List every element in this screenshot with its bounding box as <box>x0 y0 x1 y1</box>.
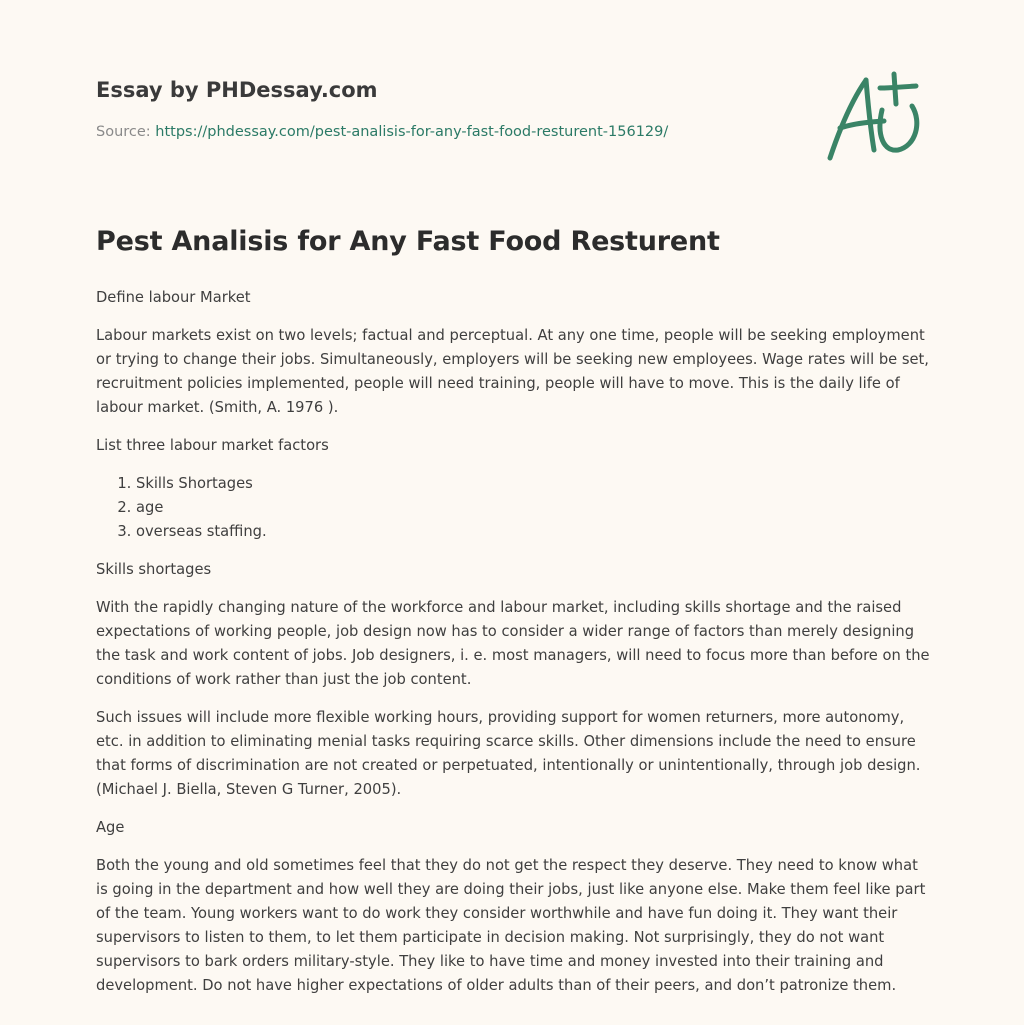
a-plus-logo-icon <box>822 66 932 166</box>
paragraph: With the rapidly changing nature of the workforce and labour market, including skills shortage and the raised expectations of working people, job design now has to consider a wider range of factors than merely designing the task and work content of jobs. Job designers, i. e. most managers, will need to focus more than before on the conditions of work rather than just the job content. <box>96 599 930 688</box>
list-item: 1. Skills Shortages <box>136 472 932 496</box>
source-line <box>96 124 668 140</box>
paragraph: Age <box>96 819 125 836</box>
paragraph: List three labour market factors <box>96 437 329 454</box>
document-body <box>96 286 932 1012</box>
paragraph: Such issues will include more flexible working hours, providing support for women returners, more autonomy, etc. in addition to eliminating menial tasks requiring scarce skills. Other dimensions include the need to ensure that forms of discrimination are not created or perpetuated, intentionally or unintentionally, through job design. (Michael J. Biella, Steven G Turner, 2005). <box>96 709 921 798</box>
factors-list <box>96 472 932 544</box>
list-item: 2. age <box>136 496 932 520</box>
document-title: Pest Analisis for Any Fast Food Resturent <box>96 226 720 257</box>
list-item: 3. overseas staffing. <box>136 520 932 544</box>
paragraph: Define labour Market <box>96 289 251 306</box>
paragraph: Skills shortages <box>96 561 212 578</box>
source-link[interactable]: https://phdessay.com/pest-analisis-for-any-fast-food-resturent-156129/ <box>155 124 669 140</box>
paragraph: Both the young and old sometimes feel that they do not get the respect they deserve. They need to know what is going in the department and how well they are doing their jobs, just like anyone else. Make them feel like part of the team. Young workers want to do work they consider worthwhile and have fun doing it. They want their supervisors to listen to them, to let them participate in decision making. Not surprisingly, they do not want supervisors to bark orders military-style. They like to have time and money invested into their training and development. Do not have higher expectations of older adults than of their peers, and don’t patronize them. <box>96 857 926 994</box>
paragraph: Labour markets exist on two levels; factual and perceptual. At any one time, people will be seeking employment or trying to change their jobs. Simultaneously, employers will be seeking new employees. Wage rates will be set, recruitment policies implemented, people will need training, people will have to move. This is the daily life of labour market. (Smith, A. 1976 ). <box>96 327 929 416</box>
source-label: Source: <box>96 124 156 140</box>
site-title: Essay by PHDessay.com <box>96 78 378 102</box>
